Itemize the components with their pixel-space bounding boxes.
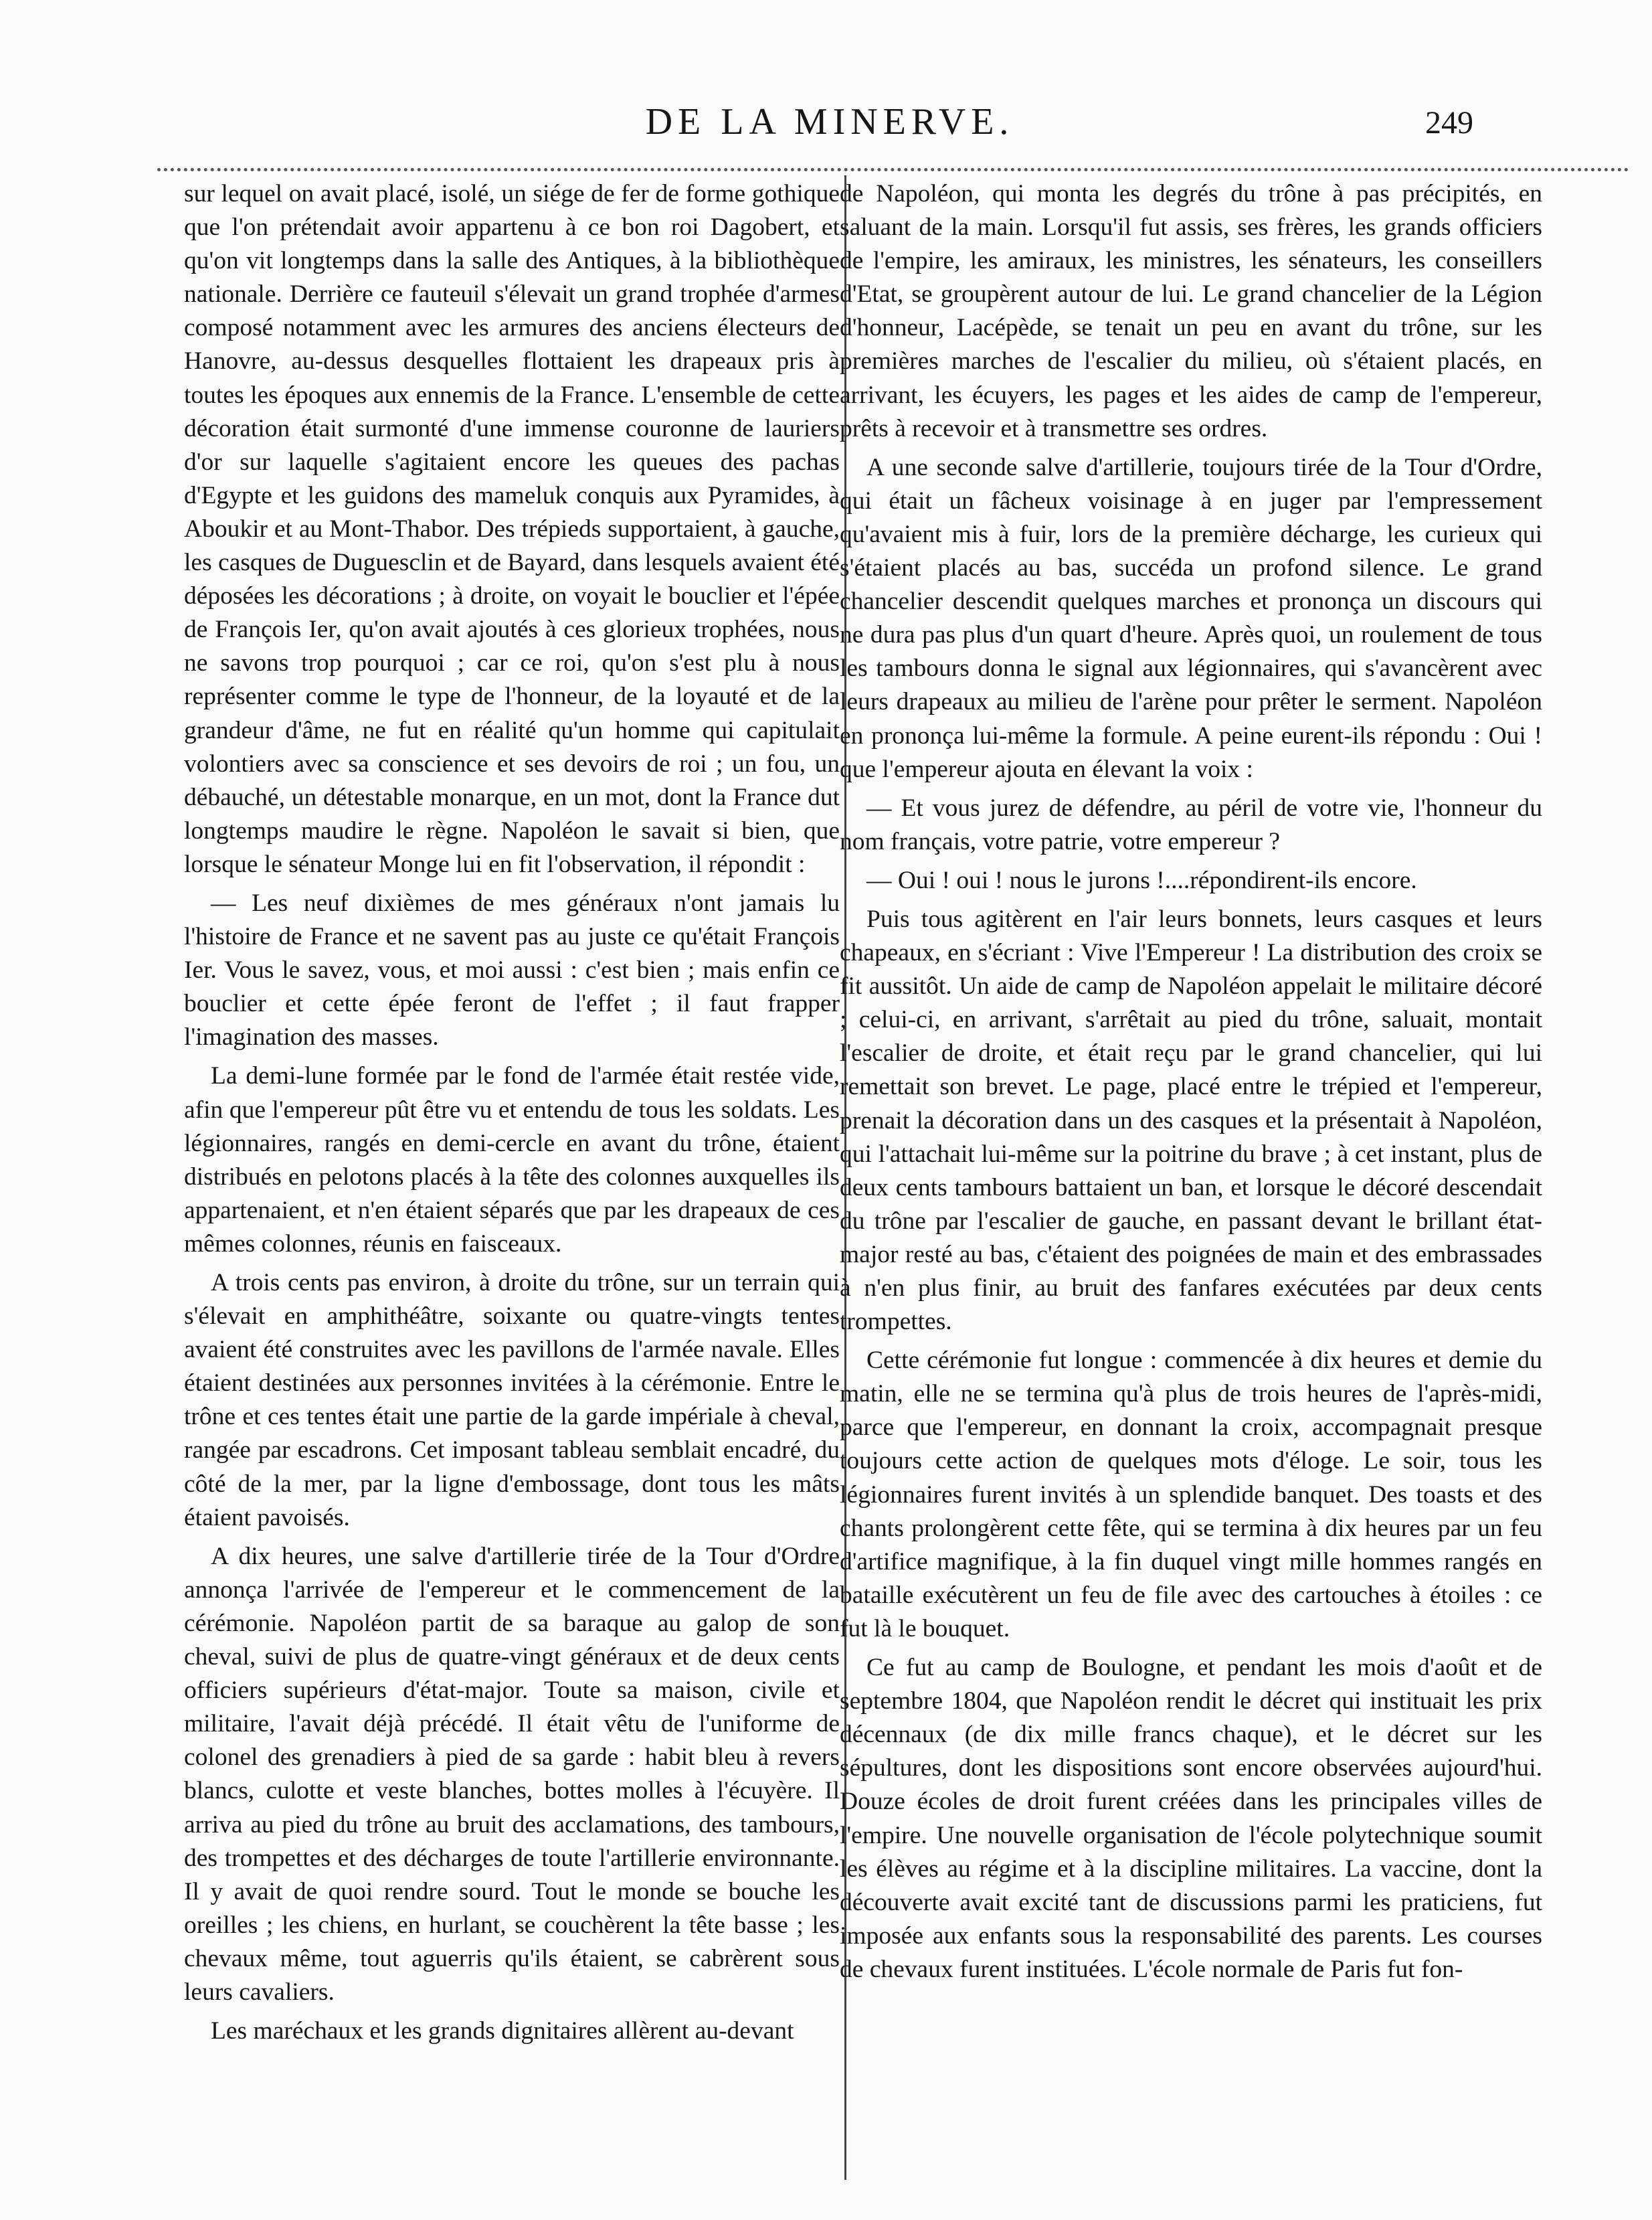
- paragraph: Puis tous agitèrent en l'air leurs bonnets, leurs casques et leurs chapeaux, en s'écriant : Vive l'Empereur ! La distribution des croix se fit aussitôt. Un aide de camp de Napoléon appelait le militaire décoré ; celui-ci, en arrivant, s'arrêtait au pied du trône, saluait, montait l'escalier de droite, et était reçu par le grand chancelier, qui lui remettait son brevet. Le page, placé entre le trépied et l'empereur, prenait la décoration dans un des casques et la présentait à Napoléon, qui l'attachait lui-même sur la poitrine du brave ; à cet instant, plus de deux cents tambours battaient un ban, et lorsque le décoré descendait du trône par l'escalier de gauche, en passant devant le brillant état-major resté au bas, c'étaient des poignées de main et des embrassades à n'en plus finir, au bruit des fanfares exécutées par deux cents trompettes.: [840, 905, 1542, 1336]
- paragraph: de Napoléon, qui monta les degrés du trône à pas précipités, en saluant de la main. Lorsqu'il fut assis, ses frères, les grands officiers de l'empire, les amiraux, les ministres, les sénateurs, les conseillers d'Etat, se groupèrent autour de lui. Le grand chancelier de la Légion d'honneur, Lacépède, se tenait un peu en avant du trône, sur les premières marches de l'escalier du milieu, où s'étaient placés, en arrivant, les écuyers, les pages et les aides de camp de l'empereur, prêts à recevoir et à transmettre ses ordres.: [840, 180, 1542, 442]
- header-rule: [157, 165, 1629, 171]
- paragraph: sur lequel on avait placé, isolé, un siége de fer de forme gothique que l'on prétendait avoir appartenu à ce bon roi Dagobert, et qu'on vit longtemps dans la salle des Antiques, à la bibliothèque nationale. Derrière ce fauteuil s'élevait un grand trophée d'armes composé notamment avec les armures des anciens électeurs de Hanovre, au-dessus desquelles flottaient les drapeaux pris à toutes les époques aux ennemis de la France. L'ensemble de cette décoration était surmonté d'une immense couronne de lauriers d'or sur laquelle s'agitaient encore les queues des pachas d'Egypte et les guidons des mameluk conquis aux Pyramides, à Aboukir et au Mont-Thabor. Des trépieds supportaient, à gauche, les casques de Duguesclin et de Bayard, dans lesquels avaient été déposées les décorations ; à droite, on voyait le bouclier et l'épée de François Ier, qu'on avait ajoutés à ces glorieux trophées, nous ne savons trop pourquoi ; car ce roi, qu'on s'est plu à nous représenter comme le type de l'honneur, de la loyauté et de la grandeur d'âme, ne fut en réalité qu'un homme qui capitulait volontiers avec sa conscience et ses devoirs de roi ; un fou, un débauché, un détestable monarque, en un mot, dont la France dut longtemps maudire le règne. Napoléon le savait si bien, que lorsque le sénateur Monge lui en fit l'observation, il répondit :: [184, 180, 840, 878]
- paragraph: A une seconde salve d'artillerie, toujours tirée de la Tour d'Ordre, qui était un fâcheux voisinage à en juger par l'empressement qu'avaient mis à fuir, lors de la première décharge, les curieux qui s'étaient placés au bas, succéda un profond silence. Le grand chancelier descendit quelques marches et prononça un discours qui ne dura pas plus d'un quart d'heure. Après quoi, un roulement de tous les tambours donna le signal aux légionnaires, qui s'avancèrent avec leurs drapeaux au milieu de l'arène pour prêter le serment. Napoléon en prononça lui-même la formule. A peine eurent-ils répondu : Oui ! que l'empereur ajouta en élevant la voix :: [840, 453, 1542, 783]
- page-header: [0, 100, 1652, 154]
- paragraph: — Et vous jurez de défendre, au péril de votre vie, l'honneur du nom français, votre patrie, votre empereur ?: [840, 794, 1542, 855]
- paragraph: Cette cérémonie fut longue : commencée à dix heures et demie du matin, elle ne se termina qu'à plus de trois heures de l'après-midi, parce que l'empereur, en donnant la croix, accompagnait presque toujours cette action de quelques mots d'éloge. Le soir, tous les légionnaires furent invités à un splendide banquet. Des toasts et des chants prolongèrent cette fête, qui se termina à dix heures par un feu d'artifice magnifique, à la fin duquel vingt mille hommes rangés en bataille exécutèrent un feu de file avec des cartouches à étoiles : ce fut là le bouquet.: [840, 1347, 1542, 1642]
- page-number: 249: [1425, 105, 1473, 141]
- paragraph: — Oui ! oui ! nous le jurons !....répondirent-ils encore.: [866, 866, 1417, 894]
- paragraph: Les maréchaux et les grands dignitaires allèrent au-devant: [211, 2017, 794, 2045]
- paragraph: A dix heures, une salve d'artillerie tirée de la Tour d'Ordre annonça l'arrivée de l'empereur et le commencement de la cérémonie. Napoléon partit de sa baraque au galop de son cheval, suivi de plus de quatre-vingt généraux et de deux cents officiers supérieurs d'état-major. Toute sa maison, civile et militaire, l'avait déjà précédé. Il était vêtu de l'uniforme de colonel des grenadiers à pied de sa garde : habit bleu à revers blancs, culotte et veste blanches, bottes molles à l'écuyère. Il arriva au pied du trône au bruit des acclamations, des tambours, des trompettes et des décharges de toute l'artillerie environnante. Il y avait de quoi rendre sourd. Tout le monde se bouche les oreilles ; les chiens, en hurlant, se couchèrent la tête basse ; les chevaux même, tout aguerris qu'ils étaient, se cabrèrent sous leurs cavaliers.: [184, 1542, 840, 2006]
- paragraph: Ce fut au camp de Boulogne, et pendant les mois d'août et de septembre 1804, que Napoléon rendit le décret qui instituait les prix décennaux (de dix mille francs chaque), et le décret sur les sépultures, dont les dispositions sont encore observées aujourd'hui. Douze écoles de droit furent créées dans les principales villes de l'empire. Une nouvelle organisation de l'école polytechnique soumit les élèves au régime et à la discipline militaires. La vaccine, dont la découverte avait excité tant de discussions parmi les praticiens, fut imposée aux enfants sous la responsabilité des parents. Les courses de chevaux furent instituées. L'école normale de Paris fut fon-: [840, 1654, 1542, 1983]
- running-title: DE LA MINERVE.: [645, 101, 1014, 143]
- right-column: [840, 177, 1542, 2185]
- left-column: [184, 177, 840, 2185]
- paragraph: La demi-lune formée par le fond de l'armée était restée vide, afin que l'empereur pût être vu et entendu de tous les soldats. Les légionnaires, rangés en demi-cercle en avant du trône, étaient distribués en pelotons placés à la tête des colonnes auxquelles ils appartenaient, et n'en étaient séparés que par les drapeaux de ces mêmes colonnes, réunis en faisceaux.: [184, 1062, 840, 1258]
- paragraph: — Les neuf dixièmes de mes généraux n'ont jamais lu l'histoire de France et ne savent pas au juste ce qu'était François Ier. Vous le savez, vous, et moi aussi : c'est bien ; mais enfin ce bouclier et cette épée feront de l'effet ; il faut frapper l'imagination des masses.: [184, 889, 840, 1051]
- paragraph: A trois cents pas environ, à droite du trône, sur un terrain qui s'élevait en amphithéâtre, soixante ou quatre-vingts tentes avaient été construites avec les pavillons de l'armée navale. Elles étaient destinées aux personnes invitées à la cérémonie. Entre le trône et ces tentes était une partie de la garde impériale à cheval, rangée par escadrons. Cet imposant tableau semblait encadré, du côté de la mer, par la ligne d'embossage, dont tous les mâts étaient pavoisés.: [184, 1269, 840, 1531]
